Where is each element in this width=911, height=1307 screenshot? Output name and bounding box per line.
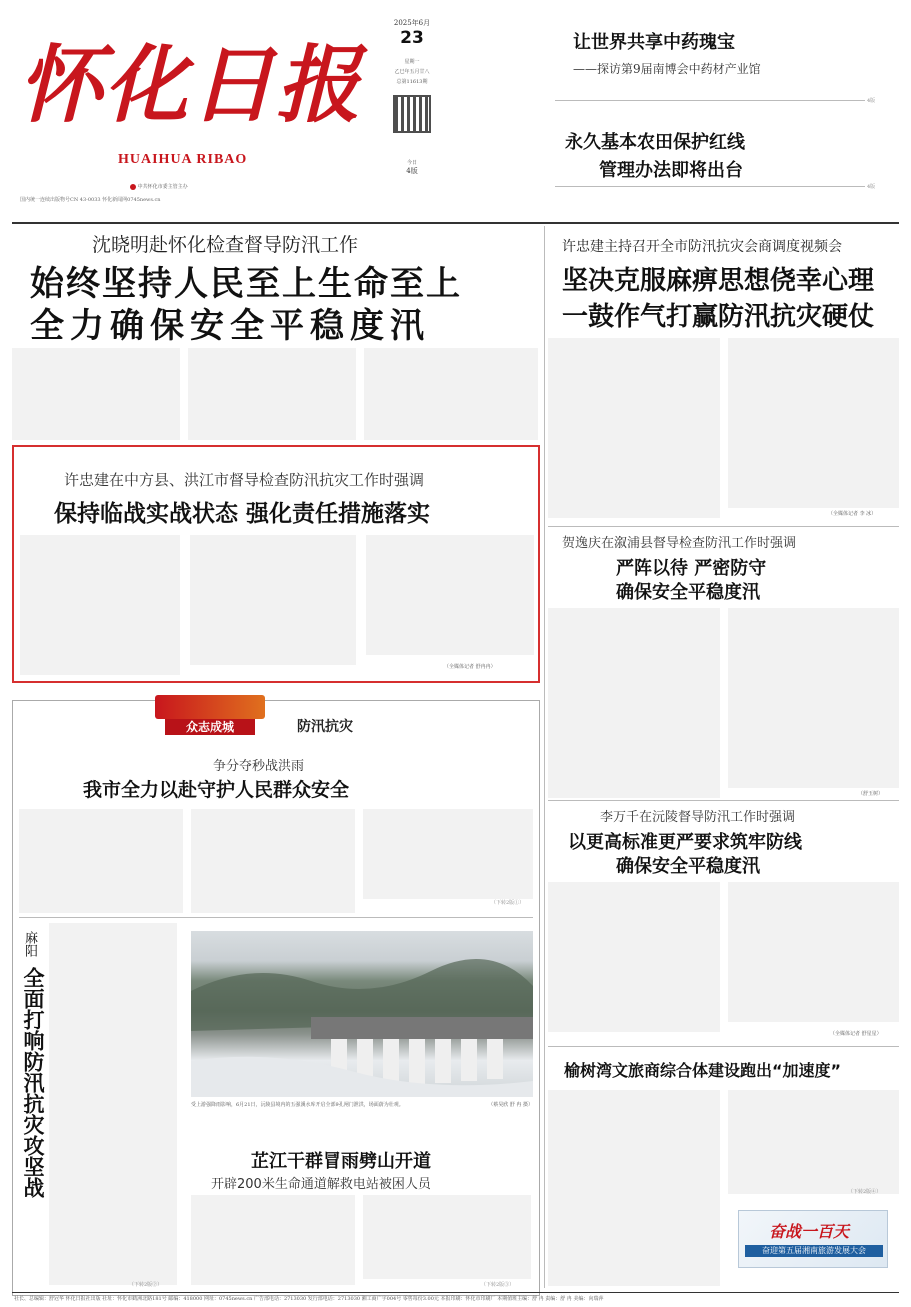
teaser-1-page: 4版 — [867, 98, 876, 104]
masthead-pinyin: HUAIHUA RIBAO — [118, 152, 248, 167]
he-kicker: 贺逸庆在溆浦县督导检查防汛工作时强调 — [562, 536, 797, 551]
masthead-rule — [12, 222, 899, 224]
li-story[interactable] — [548, 804, 899, 1040]
issue-number: 总第11613期 — [396, 79, 428, 85]
boxed-body-col2 — [190, 535, 356, 665]
lunar-date: 乙巳年五月廿八 — [394, 69, 430, 75]
flood-discharge-photo — [191, 931, 533, 1097]
lead-title-line1: 始终坚持人民至上生命至上 — [30, 264, 462, 304]
zhijiang-body-col1 — [191, 1195, 355, 1285]
ys-body-col1 — [548, 1090, 720, 1286]
mayang-place: 麻阳 — [22, 931, 37, 957]
banner-right: 防汛抗灾 — [297, 719, 353, 735]
right-lead-byline: （全媒体记者 李 冰） — [828, 511, 877, 517]
pages-label: 今日 — [406, 160, 417, 166]
publisher: 中共怀化市委主管主办 — [137, 184, 188, 190]
feature-body-col1 — [19, 809, 183, 913]
pages-count: 4版 — [406, 167, 418, 175]
publisher-emblem-icon — [130, 184, 136, 190]
he-title-line2: 确保安全平稳度汛 — [616, 582, 760, 603]
lead-title-line2: 全力确保安全平稳度汛 — [30, 306, 430, 346]
mayang-more[interactable]: （下转2版②） — [129, 1282, 163, 1288]
weekday: 星期一 — [404, 59, 420, 65]
qr-code-icon — [393, 95, 431, 133]
mayang-title: 全面打响防汛抗灾攻坚战 — [21, 967, 45, 1198]
date-box — [384, 18, 440, 208]
ys-body-col2 — [728, 1090, 899, 1194]
feature-kicker: 争分夺秒战洪雨 — [213, 759, 305, 774]
feature-title: 我市全力以赴守护人民群众安全 — [83, 779, 350, 801]
lead-kicker: 沈晓明赴怀化检查督导防汛工作 — [92, 234, 359, 256]
feature-body-col3 — [363, 809, 533, 899]
lead-story[interactable] — [12, 226, 540, 441]
right-lead-body-col1 — [548, 338, 720, 518]
ys-title: 榆树湾文旅商综合体建设跑出“加速度” — [564, 1061, 842, 1080]
footer: 社长、总编辑：舒冠华 怀化日报社出版 社址：怀化市鹤洲北路181号 邮编：418000 网址：0745news.cn 广告部电话：2713030 发行部电话：2713030 湘工商广字004号 零售每份3.00元 本报印刷：怀化市印刷厂 本期值班主编：舒 冉 责编：舒 冉 美编：向瑞萍 — [14, 1296, 604, 1302]
he-body-col1 — [548, 608, 720, 798]
boxed-kicker: 许忠建在中方县、洪江市督导检查防汛抗灾工作时强调 — [64, 471, 425, 489]
date-year-month: 2025年6月 — [393, 19, 431, 27]
li-body-col1 — [548, 882, 720, 1032]
masthead-logo: 怀化日报 — [18, 35, 363, 134]
promo-subtitle: 奋迎第五届湘南旅游发展大会 — [745, 1245, 883, 1257]
banner-left: 众志成城 — [165, 719, 255, 735]
ys-more[interactable]: （下转2版④） — [848, 1189, 882, 1195]
ys-story[interactable] — [548, 1050, 899, 1290]
zhijiang-story[interactable] — [191, 1121, 533, 1293]
photo-credit: （蔡昊欣 舒 冉 摄） — [488, 1102, 533, 1108]
teaser-2-title-line1: 永久基本农田保护红线 — [565, 132, 745, 153]
publisher-line — [130, 183, 188, 190]
date-day: 23 — [400, 28, 424, 48]
right-lead-story[interactable] — [548, 226, 899, 526]
right-lead-title-line2: 一鼓作气打赢防汛抗灾硬仗 — [562, 302, 875, 332]
right-lead-body-col2 — [728, 338, 899, 508]
he-byline: （舒玉树） — [858, 791, 884, 797]
boxed-title: 保持临战实战状态 强化责任措施落实 — [54, 501, 431, 527]
he-body-col2 — [728, 608, 899, 788]
li-kicker: 李万千在沅陵督导防汛工作时强调 — [600, 810, 796, 825]
he-title-line1: 严阵以待 严密防守 — [616, 558, 767, 579]
publication-codes: 国内统一连续出版物号CN 43-0033 怀化新闻网0745news.cn — [20, 197, 161, 203]
li-byline: （全媒体记者 舒星星） — [830, 1031, 882, 1037]
lead-body-col1 — [12, 348, 180, 440]
zhijiang-title: 芷江干群冒雨劈山开道 — [251, 1151, 431, 1172]
photo-caption — [191, 1101, 533, 1108]
masthead — [0, 0, 911, 222]
boxed-story[interactable] — [12, 445, 540, 683]
zhijiang-subtitle: 开辟200米生命通道解救电站被困人员 — [211, 1177, 431, 1192]
promo-title: 奋战一百天 — [769, 1222, 850, 1241]
photo-caption-text: 受上游强降雨影响，6月21日，沅陵县境内的五强溪水库开启全部9孔闸门泄洪，场面蔚为壮观。 — [191, 1102, 404, 1108]
photo-illustration — [191, 931, 533, 1097]
feature-box — [12, 700, 540, 1296]
he-story[interactable] — [548, 530, 899, 802]
teaser-2-page: 4版 — [867, 184, 876, 190]
teaser-2[interactable] — [555, 128, 895, 208]
boxed-byline: （全媒体记者 舒冉冉） — [444, 664, 496, 670]
teaser-1-subtitle: ——探访第9届南博会中药材产业馆 — [573, 62, 761, 76]
mayang-body — [49, 923, 177, 1285]
right-lead-kicker: 许忠建主持召开全市防汛抗灾会商调度视频会 — [562, 239, 842, 255]
right-lead-title-line1: 坚决克服麻痹思想侥幸心理 — [562, 266, 875, 296]
promo-badge — [738, 1210, 888, 1268]
zhijiang-body-col2 — [363, 1195, 531, 1279]
zhijiang-more[interactable]: （下转2版③） — [481, 1282, 515, 1288]
teaser-2-title-line2: 管理办法即将出台 — [599, 160, 743, 181]
li-title-line2: 确保安全平稳度汛 — [616, 856, 760, 877]
boxed-body-col3 — [366, 535, 534, 655]
feature-more[interactable]: （下转2版①） — [491, 900, 525, 906]
boxed-body-col1 — [20, 535, 180, 675]
li-title-line1: 以更高标准更严要求筑牢防线 — [568, 832, 802, 853]
teaser-1-title: 让世界共享中药瑰宝 — [573, 32, 735, 53]
teaser-1[interactable] — [555, 28, 895, 108]
topic-banner — [155, 695, 403, 735]
li-body-col2 — [728, 882, 899, 1022]
feature-body-col2 — [191, 809, 355, 913]
mayang-story[interactable] — [19, 923, 179, 1293]
lead-body-col3 — [364, 348, 538, 440]
lead-body-col2 — [188, 348, 356, 440]
banner-people-graphic — [155, 695, 265, 719]
